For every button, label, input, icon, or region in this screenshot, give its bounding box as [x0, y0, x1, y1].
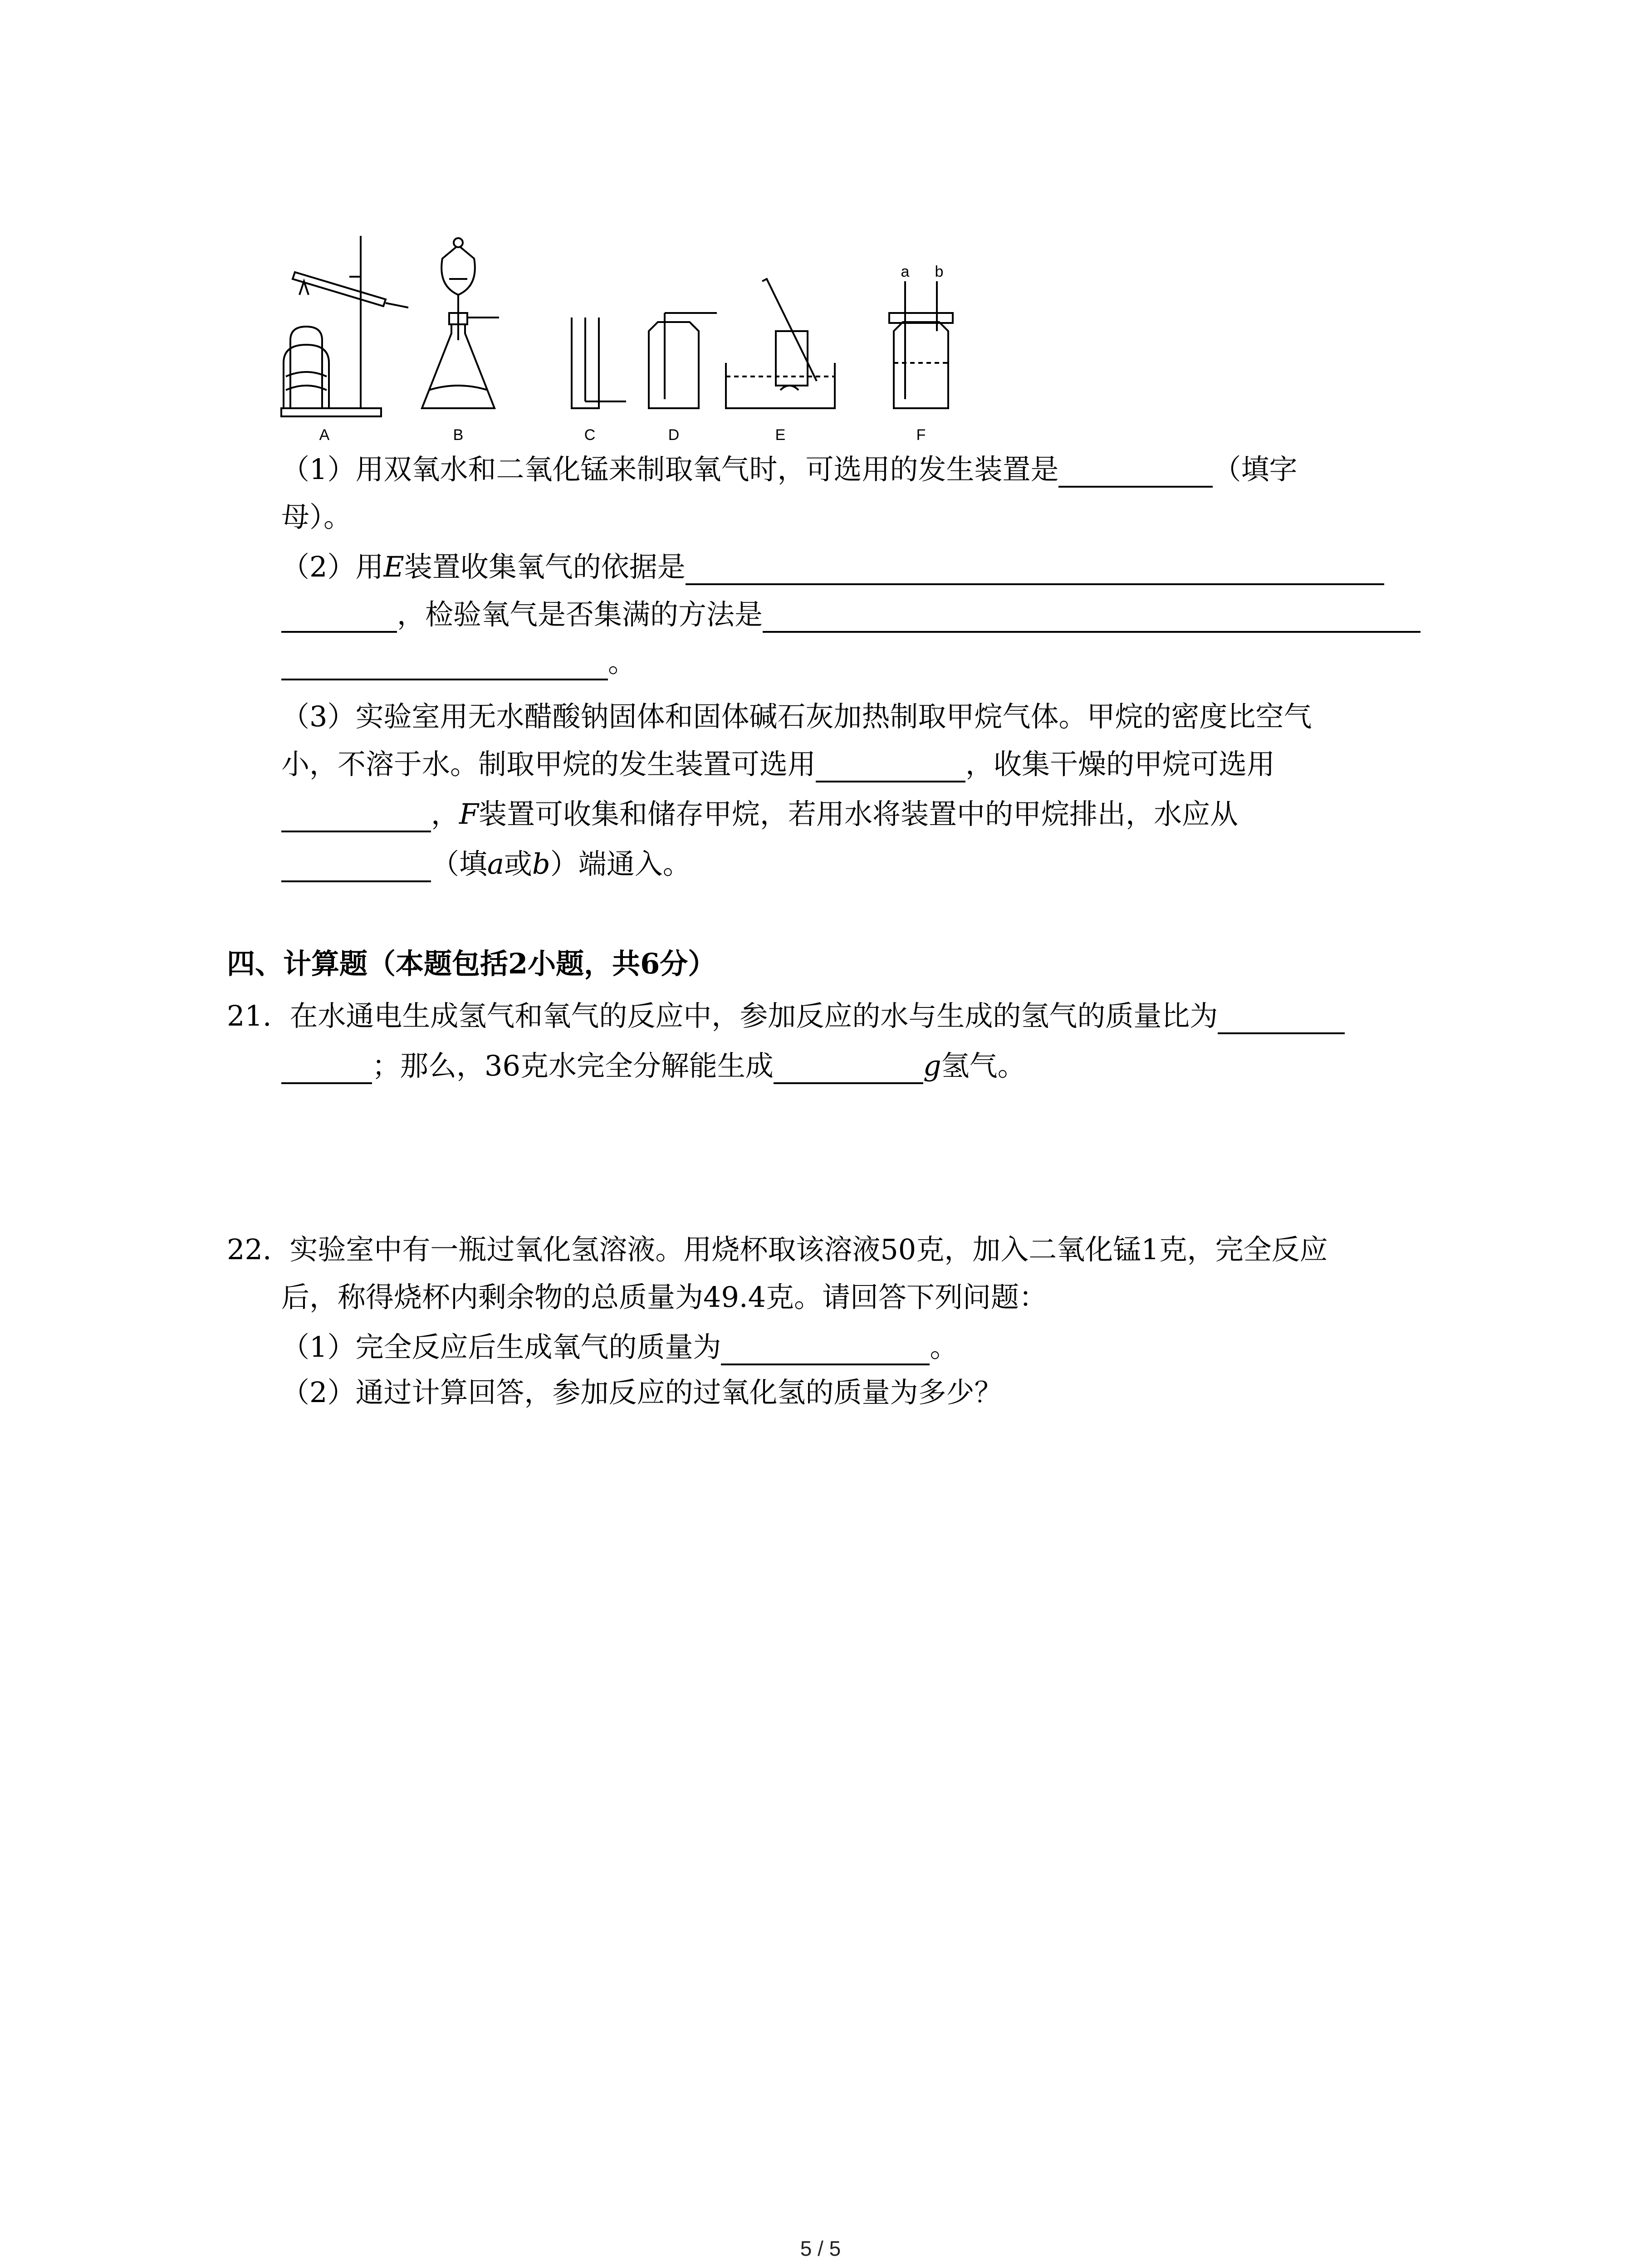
q20-part1-line1: （1）用双氧水和二氧化锰来制取氧气时，可选用的发生装置是 （填字 [281, 451, 1297, 488]
label-c: C [584, 426, 596, 444]
apparatus-a-icon [281, 236, 408, 416]
answer-blank-7[interactable] [1218, 1003, 1345, 1034]
q22-line1: 22. 实验室中有一瓶过氧化氢溶液。用烧杯取该溶液50克，加入二氧化锰1克，完全反应 [227, 1233, 1328, 1266]
section-4-heading: 四、计算题（本题包括2小题，共6分） [227, 947, 716, 980]
q20-part1-line2: 母）。 [281, 500, 352, 533]
label-f: F [916, 426, 926, 444]
q22-line2: 后，称得烧杯内剩余物的总质量为49.4克。请回答下列问题： [281, 1281, 1048, 1314]
answer-blank-1[interactable] [1058, 457, 1213, 488]
q20-part3-line1: （3）实验室用无水醋酸钠固体和固体碱石灰加热制取甲烷气体。甲烷的密度比空气 [281, 700, 1312, 733]
q20-part2-line1: （2）用E装置收集氧气的依据是 [281, 549, 1384, 585]
q20-part3-line4: （填a或b）端通入。 [281, 846, 691, 882]
apparatus-b-icon [422, 238, 499, 408]
q21-line2: ；那么，36克水完全分解能生成 g氢气。 [281, 1048, 1026, 1084]
answer-blank-7-cont[interactable] [281, 1053, 372, 1084]
answer-blank-9[interactable] [721, 1334, 930, 1365]
apparatus-drawing [272, 227, 1007, 449]
label-a: A [319, 426, 330, 444]
answer-blank-3[interactable] [763, 602, 1421, 633]
answer-blank-8[interactable] [774, 1053, 923, 1084]
apparatus-d-icon [649, 313, 717, 408]
q22-part2: （2）通过计算回答，参加反应的过氧化氢的质量为多少？ [281, 1376, 1003, 1409]
answer-blank-4[interactable] [816, 752, 965, 782]
answer-blank-6[interactable] [281, 851, 431, 882]
q21-line1: 21. 在水通电生成氢气和氧气的反应中，参加反应的水与生成的氢气的质量比为 [227, 998, 1345, 1034]
label-d: D [668, 426, 680, 444]
q22-part1: （1）完全反应后生成氧气的质量为 。 [281, 1329, 958, 1365]
apparatus-f-icon [889, 281, 953, 408]
label-e: E [775, 426, 786, 444]
answer-blank-5[interactable] [281, 802, 431, 832]
q20-part2-line2: ，检验氧气是否集满的方法是 [281, 596, 1421, 633]
apparatus-e-icon [726, 279, 835, 408]
port-b-label: b [935, 263, 944, 280]
q20-part3-line3: ，F装置可收集和储存甲烷，若用水将装置中的甲烷排出，水应从 [281, 796, 1238, 832]
answer-blank-2[interactable] [686, 554, 1384, 585]
label-b: B [453, 426, 464, 444]
apparatus-figure [272, 227, 1007, 449]
answer-blank-3-cont[interactable] [281, 650, 608, 680]
page-number: 5 / 5 [800, 2237, 841, 2260]
q20-part3-line2: 小，不溶于水。制取甲烷的发生装置可选用 ，收集干燥的甲烷可选用 [281, 746, 1275, 782]
answer-blank-2-cont[interactable] [281, 602, 397, 633]
q20-part2-line3: 。 [281, 644, 636, 680]
port-a-label: a [901, 263, 910, 280]
apparatus-c-icon [572, 318, 626, 408]
